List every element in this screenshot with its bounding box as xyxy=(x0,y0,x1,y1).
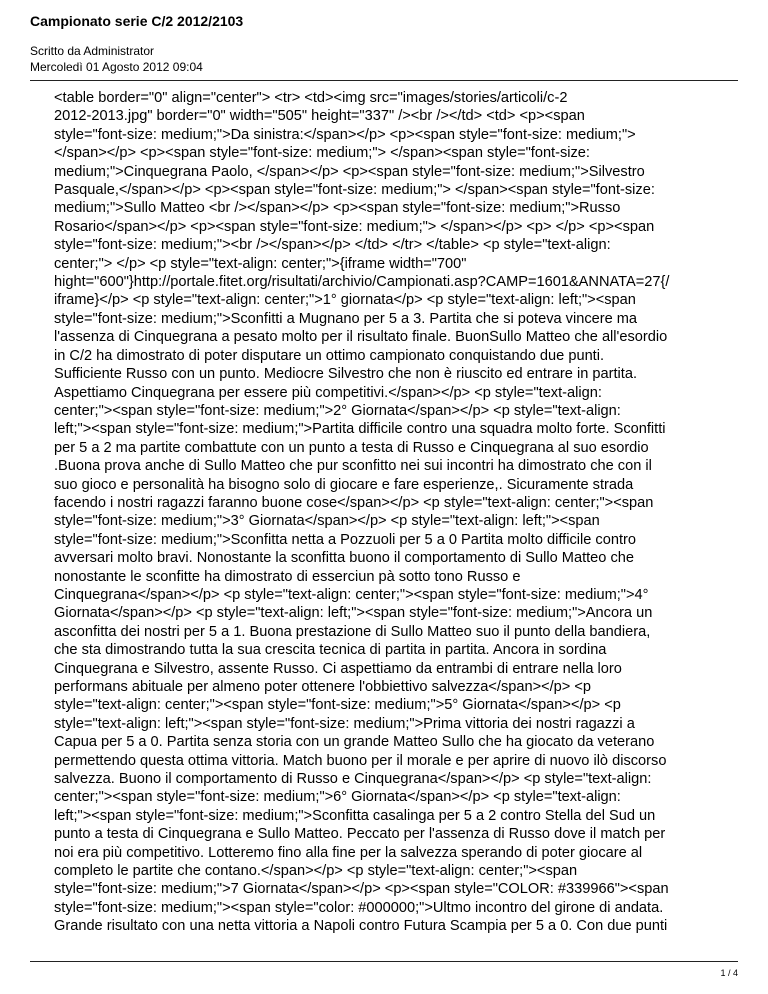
document-header xyxy=(30,12,738,75)
document-title: Campionato serie C/2 2012/2103 xyxy=(30,13,244,29)
author-line: Scritto da Administrator xyxy=(30,44,155,58)
date-line: Mercoledì 01 Agosto 2012 09:04 xyxy=(30,60,203,74)
footer-divider xyxy=(30,961,738,962)
header-divider xyxy=(30,80,738,81)
article-body: <table border="0" align="center"> <tr> <td><img src="images/stories/articoli/c-2 2012-2013.jpg" border="0" width="505" height="337" /><br /></td> <td> <p><span style="font-size: medium;">Da sinistra:</span></p> <p><span style="font-size: medium;"> </span></p> <p><span style="font-size: medium;"> </span><span style="font-size: medium;">Cinquegrana Paolo, </span></p> <p><span style="font-size: medium;">Silvestro Pasquale,</span></p> <p><span style="font-size: medium;"> </span><span style="font-size: medium;">Sullo Matteo <br /></span></p> <p><span style="font-size: medium;">Russo Rosario</span></p> <p><span style="font-size: medium;"> </span></p> <p> </p> <p><span style="font-size: medium;"><br /></span></p> </td> </tr> </table> <p style="text-align: center;"> </p> <p style="text-align: center;">{iframe width="700" hight="600"}http://portale.fitet.org/risultati/archivio/Campionati.asp?CAMP=1601&ANNATA=27{/ iframe}</p> <p style="text-align: center;">1° giornata</p> <p style="text-align: left;"><span style="font-size: medium;">Sconfitti a Mugnano per 5 a 3. Partita che si poteva vincere ma l'assenza di Cinquegrana a pesato molto per il risultato finale. BuonSullo Matteo che all'esordio in C/2 ha dimostrato di poter disputare un ottimo campionato conquistando due punti. Sufficiente Russo con un punto. Mediocre Silvestro che non è riuscito ed entrare in partita. Aspettiamo Cinquegrana per essere più competitivi.</span></p> <p style="text-align: center;"><span style="font-size: medium;">2° Giornata</span></p> <p style="text-align: left;"><span style="font-size: medium;">Partita difficile contro una squadra molto forte. Sconfitti per 5 a 2 ma partite combattute con un punto a testa di Russo e Cinquegrana al suo esordio .Buona prova anche di Sullo Matteo che pur sconfitto nei sui incontri ha dimostrato che con il suo gioco e personalità ha bisogno solo di giocare e fare esperienze,. Sicuramente strada facendo i nostri ragazzi faranno buone cose</span></p> <p style="text-align: center;"><span style="font-size: medium;">3° Giornata</span></p> <p style="text-align: left;"><span style="font-size: medium;">Sconfitta netta a Pozzuoli per 5 a 0 Partita molto difficile contro avversari molto bravi. Nonostante la sconfitta buono il comportamento di Sullo Matteo che nonostante le sconfitte ha dimostrato di esserciun pà sotto tono Russo e Cinquegrana</span></p> <p style="text-align: center;"><span style="font-size: medium;">4° Giornata</span></p> <p style="text-align: left;"><span style="font-size: medium;">Ancora un asconfitta dei nostri per 5 a 1. Buona prestazione di Sullo Matteo suo il punto della bandiera, che sta dimostrando tutta la sua crescita tecnica di partita in partita. Ancora in sordina Cinquegrana e Silvestro, assente Russo. Ci aspettiamo da entrambi di entrare nella loro performans abituale per almeno poter ottenere l'obbiettivo salvezza</span></p> <p style="text-align: center;"><span style="font-size: medium;">5° Giornata</span></p> <p style="text-align: left;"><span style="font-size: medium;">Prima vittoria dei nostri ragazzi a Capua per 5 a 0. Partita senza storia con un grande Matteo Sullo che ha giocato da veterano permettendo questa ottima vittoria. Match buono per il morale e per aprire di nuovo ilò discorso salvezza. Buono il comportamento di Russo e Cinquegrana</span></p> <p style="text-align: center;"><span style="font-size: medium;">6° Giornata</span></p> <p style="text-align: left;"><span style="font-size: medium;">Sconfitta casalinga per 5 a 2 contro Stella del Sud un punto a testa di Cinquegrana e Sullo Matteo. Peccato per l'assenza di Russo dove il match per noi era più competitivo. Lotteremo fino alla fine per la salvezza sperando di poter giocare al completo le partite che contano.</span></p> <p style="text-align: center;"><span style="font-size: medium;">7 Giornata</span></p> <p><span style="COLOR: #339966"><span style="font-size: medium;"><span style="color: #000000;">Ultmo incontro del girone di andata. Grande risultato con una netta vittoria a Napoli contro Futura Scampia per 5 a 0. Con due punti xyxy=(54,90,670,935)
page-number: 1 / 4 xyxy=(720,968,738,978)
article-meta xyxy=(30,43,738,75)
